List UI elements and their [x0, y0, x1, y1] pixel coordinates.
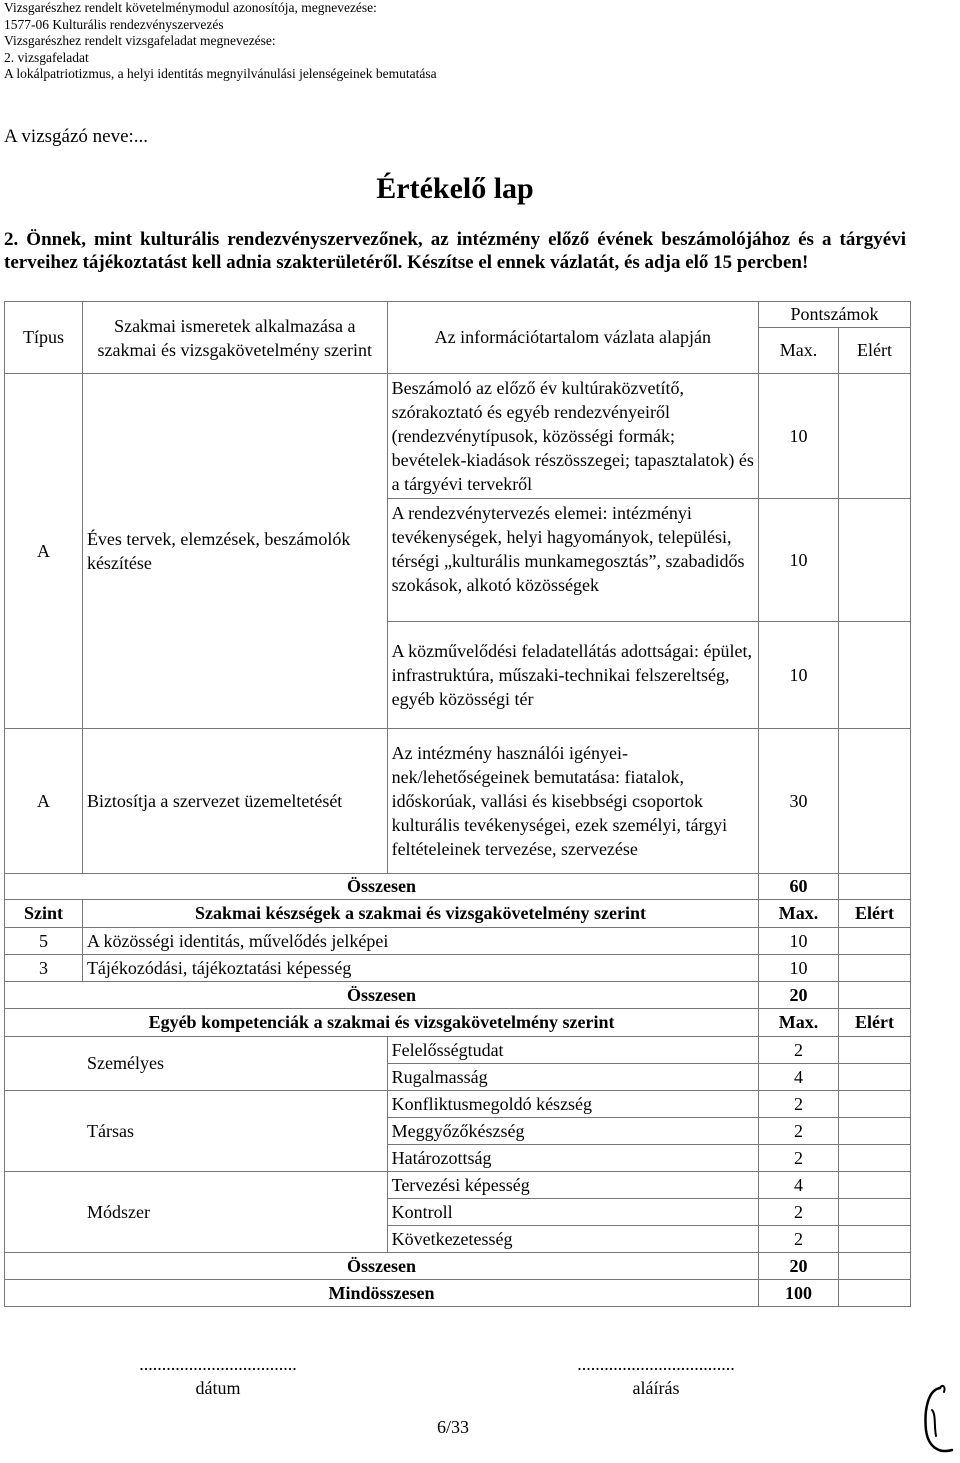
header-line: Vizsgarészhez rendelt követelménymodul azonosítója, megnevezése: [4, 0, 377, 15]
header-line: 2. vizsgafeladat [4, 49, 89, 65]
info-cell: A rendezvénytervezés elemei: intézményi tevékenységek, helyi hagyományok, települési, térségi „kulturális munkamegosztás”, szabadidős szokások, alkotó közösségek [387, 499, 759, 622]
task-description: 2. Önnek, mint kulturális rendezvényszervezőnek, az intézmény előző évének beszámolójához és a tárgyévi terveihez tájékoztatást kell adnia szakterületéről. Készítse el ennek vázlatát, és adja elő 15 percben! [4, 229, 906, 273]
max-cell: 4 [759, 1064, 839, 1091]
competency-item: Rugalmasság [387, 1064, 759, 1091]
header-pontszamok: Pontszámok [759, 302, 911, 328]
max-cell: 2 [759, 1145, 839, 1172]
section-title: Éves tervek, elemzések, beszámolók készítése [82, 374, 387, 729]
info-cell: A közművelődési feladatellátás adottságai: épület, infrastruktúra, műszaki-technikai felszereltség, egyéb közösségi tér [387, 622, 759, 729]
header-szint: Szint [5, 900, 83, 928]
header-skills: Szakmai készségek a szakmai és vizsgakövetelmény szerint [82, 900, 758, 928]
date-field [86, 1352, 350, 1400]
total-value: 100 [759, 1280, 839, 1307]
subtotal-value: 20 [759, 982, 839, 1009]
header-line: 1577-06 Kulturális rendezvényszervezés [4, 16, 224, 32]
competency-item: Felelősségtudat [387, 1037, 759, 1064]
subtotal-label: Összesen [5, 1253, 759, 1280]
signature-dots: ................................... [577, 1354, 735, 1374]
elert-cell[interactable] [839, 1226, 911, 1253]
skill-text: Tájékozódási, tájékoztatási képesség [82, 955, 758, 982]
competency-item: Konfliktusmegoldó készség [387, 1091, 759, 1118]
competency-item: Következetesség [387, 1226, 759, 1253]
header-elert: Elért [839, 1009, 911, 1037]
max-cell: 10 [759, 955, 839, 982]
elert-cell[interactable] [839, 374, 911, 499]
header-max: Max. [759, 900, 839, 928]
header-line: A lokálpatriotizmus, a helyi identitás megnyilvánulási jelenségeinek bemutatása [4, 66, 437, 81]
max-cell: 2 [759, 1226, 839, 1253]
subtotal-label: Összesen [5, 874, 759, 900]
header-line: Vizsgarészhez rendelt vizsgafeladat megnevezése: [4, 33, 276, 48]
subtotal-value: 60 [759, 874, 839, 900]
elert-cell[interactable] [839, 928, 911, 955]
candidate-name-field: A vizsgázó neve:... [4, 126, 149, 147]
competency-item: Tervezési képesség [387, 1172, 759, 1199]
signature-field [524, 1352, 788, 1400]
elert-cell[interactable] [839, 1091, 911, 1118]
signature-label: aláírás [632, 1378, 680, 1398]
elert-cell[interactable] [839, 982, 911, 1009]
elert-cell[interactable] [839, 874, 911, 900]
header-elert: Elért [839, 328, 911, 374]
max-cell: 10 [759, 928, 839, 955]
competency-group: Társas [5, 1091, 388, 1172]
section-type: A [5, 729, 83, 874]
info-cell: Beszámoló az előző év kultúraközvetítő, szórakoztató és egyéb rendezvényeiről (rendezvénytípusok, közösségi formák; bevételek-kiadások részösszegei; tapasztalatok) és a tárgyévi tervekről [387, 374, 759, 499]
elert-cell[interactable] [839, 499, 911, 622]
header-info: Az információtartalom vázlata alapján [387, 302, 759, 374]
skill-level: 3 [5, 955, 83, 982]
elert-cell[interactable] [839, 1037, 911, 1064]
competency-group: Személyes [5, 1037, 388, 1091]
header-other-competencies: Egyéb kompetenciák a szakmai és vizsgakövetelmény szerint [5, 1009, 759, 1037]
header-max: Max. [759, 328, 839, 374]
header-elert: Elért [839, 900, 911, 928]
max-cell: 30 [759, 729, 839, 874]
elert-cell[interactable] [839, 955, 911, 982]
max-cell: 2 [759, 1118, 839, 1145]
elert-cell[interactable] [839, 729, 911, 874]
page-number: 6/33 [436, 1417, 469, 1437]
max-cell: 2 [759, 1199, 839, 1226]
elert-cell[interactable] [839, 622, 911, 729]
elert-cell[interactable] [839, 1199, 911, 1226]
evaluation-table [4, 301, 911, 1307]
subtotal-label: Összesen [5, 982, 759, 1009]
max-cell: 10 [759, 499, 839, 622]
max-cell: 2 [759, 1037, 839, 1064]
skill-level: 5 [5, 928, 83, 955]
subtotal-value: 20 [759, 1253, 839, 1280]
skill-text: A közösségi identitás, művelődés jelképei [82, 928, 758, 955]
elert-cell[interactable] [839, 1253, 911, 1280]
section-type: A [5, 374, 83, 729]
competency-item: Kontroll [387, 1199, 759, 1226]
elert-cell[interactable] [839, 1064, 911, 1091]
competency-item: Meggyőzőkészség [387, 1118, 759, 1145]
max-cell: 2 [759, 1091, 839, 1118]
header-tipus: Típus [5, 302, 83, 374]
date-dots: ................................... [139, 1354, 297, 1374]
date-label: dátum [195, 1378, 241, 1398]
info-cell: Az intézmény használói igényei-nek/lehetőségeinek bemutatása: fiatalok, időskorúak, vallási és kisebbségi csoportok kulturális tevékenységei, ezek személyi, tárgyi feltételeinek tervezése, szervezése [387, 729, 759, 874]
elert-cell[interactable] [839, 1145, 911, 1172]
handwritten-mark-icon [918, 1380, 958, 1460]
elert-cell[interactable] [839, 1118, 911, 1145]
total-label: Mindösszesen [5, 1280, 759, 1307]
max-cell: 4 [759, 1172, 839, 1199]
elert-cell[interactable] [839, 1172, 911, 1199]
section-title: Biztosítja a szervezet üzemeltetését [82, 729, 387, 874]
header-szakmai: Szakmai ismeretek alkalmazása a szakmai és vizsgakövetelmény szerint [82, 302, 387, 374]
competency-item: Határozottság [387, 1145, 759, 1172]
page-title: Értékelő lap [376, 172, 534, 205]
document-header [4, 0, 437, 83]
competency-group: Módszer [5, 1172, 388, 1253]
header-max: Max. [759, 1009, 839, 1037]
max-cell: 10 [759, 622, 839, 729]
elert-cell[interactable] [839, 1280, 911, 1307]
max-cell: 10 [759, 374, 839, 499]
